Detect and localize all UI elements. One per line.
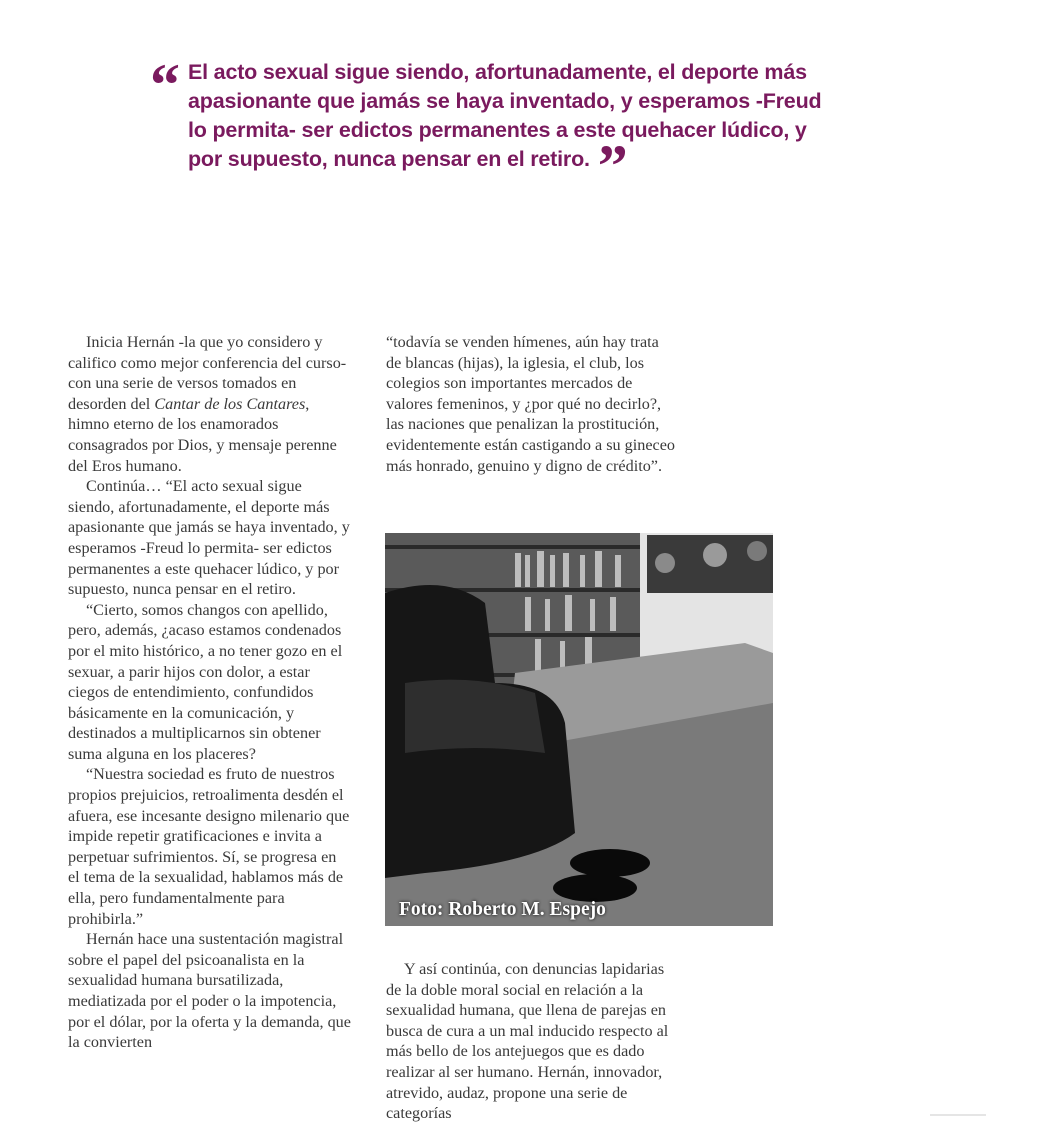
left-paragraph-1 xyxy=(68,332,352,476)
close-quote-mark: ” xyxy=(597,133,628,199)
left-paragraph-3: “Cierto, somos changos con apellido, pero, además, ¿acaso estamos condenados por el mito histórico, a no tener gozo en el sexuar, a parir hijos con dolor, a estar ciegos de entendimiento, confundidos básicamente en la comunicación, y destinados a multiplicarnos sin obtener suma alguna en los placeres? xyxy=(68,600,343,763)
left-paragraph-4: “Nuestra sociedad es fruto de nuestros propios prejuicios, retroalimenta desdén el afuera, ese incesante designo milenario que impide repetir gratificaciones e invita a perpetuar sufrimientos. Sí, se progresa en el tema de la sexualidad, hablamos más de ella, pero fundamentalmente para prohibirla.” xyxy=(68,765,350,928)
middle-column-top xyxy=(386,332,676,476)
left-p1-text-end: , himno eterno de los enamorados consagrados por Dios, y mensaje perenne del Eros humano. xyxy=(68,394,337,475)
photo-caption: Foto: Roberto M. Espejo xyxy=(399,899,606,920)
left-paragraph-2: Continúa… “El acto sexual sigue siendo, afortunadamente, el deporte más apasionante que jamás se haya inventado, y esperamos -Freud lo permita- ser edictos permanentes a este quehacer lúdico, y por supuesto, nunca pensar en el retiro. xyxy=(68,477,350,599)
middle-column-bottom xyxy=(386,959,676,1124)
pull-quote-text xyxy=(188,58,840,199)
left-column xyxy=(68,332,352,1053)
middle-paragraph-2: Y así continúa, con denuncias lapidarias de la doble moral social en relación a la sexualidad humana, que llena de parejas en busca de cura a un mal inducido respecto al más bello de los antejuegos que es dado realizar al ser humano. Hernán, innovador, atrevido, audaz, propone una serie de categorías xyxy=(386,960,669,1123)
open-quote-mark: “ xyxy=(150,52,180,118)
pull-quote xyxy=(150,52,840,199)
middle-paragraph-1: “todavía se venden hímenes, aún hay trata de blancas (hijas), la iglesia, el club, los colegios son importantes mercados de valores femeninos, y ¿por qué no decirlo?, las naciones que penalizan la prostitución, evidentemente están castigando a su gineceo más honrado, genuino y digno de crédito”. xyxy=(386,333,676,475)
page-edge-rule xyxy=(930,1114,986,1116)
left-p1-text: Inicia Hernán -la que yo considero y califico como mejor conferencia del curso- con una serie de versos tomados en desorden del xyxy=(68,333,347,413)
pull-quote-body: El acto sexual sigue siendo, afortunadamente, el deporte más apasionante que jamás se haya inventado, y esperamos -Freud lo permita- ser edictos permanentes a este quehacer lúdico, y por supuesto, nunca pensar en el retiro. xyxy=(188,60,822,171)
office-photo-image xyxy=(385,533,773,926)
office-photo xyxy=(385,533,773,926)
book-title: Cantar de los Cantares xyxy=(154,394,306,413)
left-paragraph-5: Hernán hace una sustentación magistral sobre el papel del psicoanalista en la sexualidad humana bursatilizada, mediatizada por el poder o la impotencia, por el dólar, por la oferta y la demanda, que la convierten xyxy=(68,930,351,1052)
